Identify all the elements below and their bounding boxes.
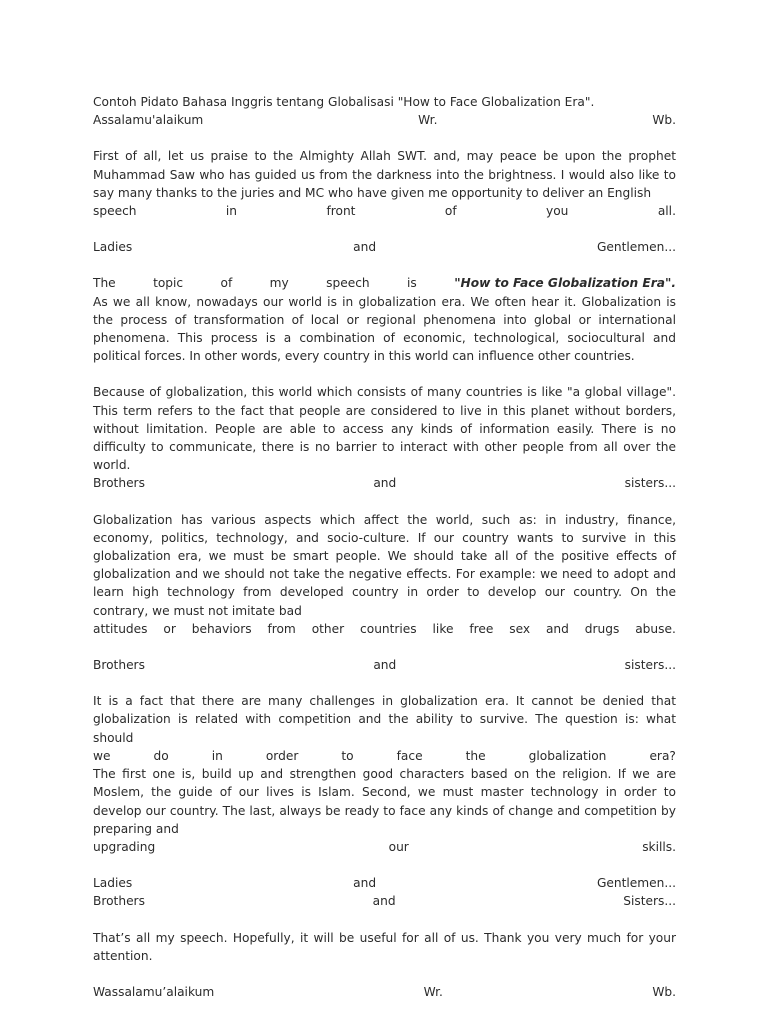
paragraph-closing: That’s all my speech. Hopefully, it will be useful for all of us. Thank you very much for your attention. [93, 930, 676, 963]
speech-topic-title: "How to Face Globalization Era". [454, 276, 676, 291]
line-word: and [372, 894, 396, 909]
line-word: our [388, 839, 409, 854]
document-page [93, 93, 676, 1001]
line-word: Ladies [93, 876, 133, 891]
line-word: and [373, 476, 397, 491]
line-word: face [396, 748, 423, 763]
line-word: sisters... [624, 476, 676, 491]
paragraph-challenges: It is a fact that there are many challenges in globalization era. It cannot be denied that globalization is related with competition and the ability to survive. The question is: what should [93, 694, 676, 745]
line-word: like [432, 621, 454, 636]
line-word: Wb. [652, 113, 676, 128]
line-word: the [465, 748, 486, 763]
line-word: Gentlemen... [596, 240, 676, 255]
line-word: Sisters... [623, 894, 676, 909]
line-word: sex [509, 621, 531, 636]
line-word: and [545, 621, 569, 636]
line-word: drugs [584, 621, 620, 636]
address-brothers-sisters [93, 892, 676, 910]
paragraph-global-village: Because of globalization, this world which consists of many countries is like "a global village". This term refers to the fact that people are considered to live in this planet without borders, without limitation. People are able to access any kinds of information easily. There is no difficulty to communicate, there is no barrier to interact with other people from all over the world. [93, 385, 676, 473]
paragraph-opening: First of all, let us praise to the Almighty Allah SWT. and, may peace be upon the prophet Muhammad Saw who has guided us from the darkness into the brightness. I would also like to say many thanks to the juries and MC who have given me opportunity to deliver an English [93, 149, 676, 200]
line-word: Wassalamu’alaikum [93, 984, 215, 999]
address-ladies-gentlemen [93, 874, 676, 892]
topic-word: speech [326, 276, 370, 291]
line-word: do [153, 748, 169, 763]
paragraph-challenges-last-line [93, 747, 676, 765]
line-word: abuse. [635, 621, 676, 636]
line-word: in [211, 748, 223, 763]
line-word: we [93, 748, 111, 763]
topic-word: topic [153, 276, 184, 291]
opening-greeting [93, 111, 676, 129]
line-word: era? [649, 748, 676, 763]
topic-word: my [269, 276, 289, 291]
line-word: Brothers [93, 894, 145, 909]
topic-line [93, 274, 676, 292]
line-word: globalization [528, 748, 607, 763]
line-word: to [341, 748, 354, 763]
line-word: Gentlemen... [596, 876, 676, 891]
topic-word: of [220, 276, 233, 291]
line-word: Wr. [423, 984, 443, 999]
paragraph-opening-last-line [93, 202, 676, 220]
paragraph-solutions-last-line [93, 838, 676, 856]
line-word: you [546, 204, 569, 219]
topic-word: The [93, 276, 116, 291]
line-word: sisters... [624, 658, 676, 673]
line-word: free [469, 621, 494, 636]
line-word: Assalamu'alaikum [93, 113, 204, 128]
line-word: Wb. [652, 984, 676, 999]
line-word: Wr. [418, 113, 438, 128]
line-word: upgrading [93, 839, 156, 854]
line-word: Brothers [93, 658, 145, 673]
line-word: countries [360, 621, 417, 636]
line-word: and [353, 876, 377, 891]
address-brothers-sisters [93, 656, 676, 674]
paragraph-aspects-last-line [93, 620, 676, 638]
line-word: front [326, 204, 356, 219]
line-word: attitudes [93, 621, 148, 636]
line-word: skills. [642, 839, 676, 854]
line-word: speech [93, 204, 137, 219]
line-word: all. [657, 204, 676, 219]
topic-word: is [407, 276, 417, 291]
paragraph-globalization-definition: As we all know, nowadays our world is in globalization era. We often hear it. Globalization is the process of transformation of local or regional phenomena into global or international phenomena. This process is a combination of economic, technological, sociocultural and political forces. In other words, every country in this world can influence other countries. [93, 294, 676, 364]
line-word: order [265, 748, 299, 763]
address-brothers-sisters [93, 474, 676, 492]
line-word: other [311, 621, 345, 636]
line-word: and [353, 240, 377, 255]
document-title-line: Contoh Pidato Bahasa Inggris tentang Globalisasi "How to Face Globalization Era". [93, 95, 595, 109]
address-ladies-gentlemen [93, 238, 676, 256]
line-word: and [373, 658, 397, 673]
line-word: Ladies [93, 240, 133, 255]
line-word: in [225, 204, 238, 219]
line-word: of [444, 204, 457, 219]
closing-greeting [93, 983, 676, 1001]
paragraph-solutions: The first one is, build up and strengthen good characters based on the religion. If we are Moslem, the guide of our lives is Islam. Second, we must master technology in order to develop our country. The last, always be ready to face any kinds of change and competition by preparing and [93, 767, 676, 836]
line-word: Brothers [93, 476, 145, 491]
line-word: behaviors [191, 621, 252, 636]
paragraph-aspects: Globalization has various aspects which affect the world, such as: in industry, finance, economy, politics, technology, and socio-culture. If our country wants to survive in this globalization era, we must be smart people. We should take all of the positive effects of globalization and we should not take the negative effects. For example: we need to adopt and learn high technology from developed country in order to develop our country. On the contrary, we must not imitate bad [93, 512, 676, 618]
line-word: from [267, 621, 296, 636]
line-word: or [163, 621, 176, 636]
